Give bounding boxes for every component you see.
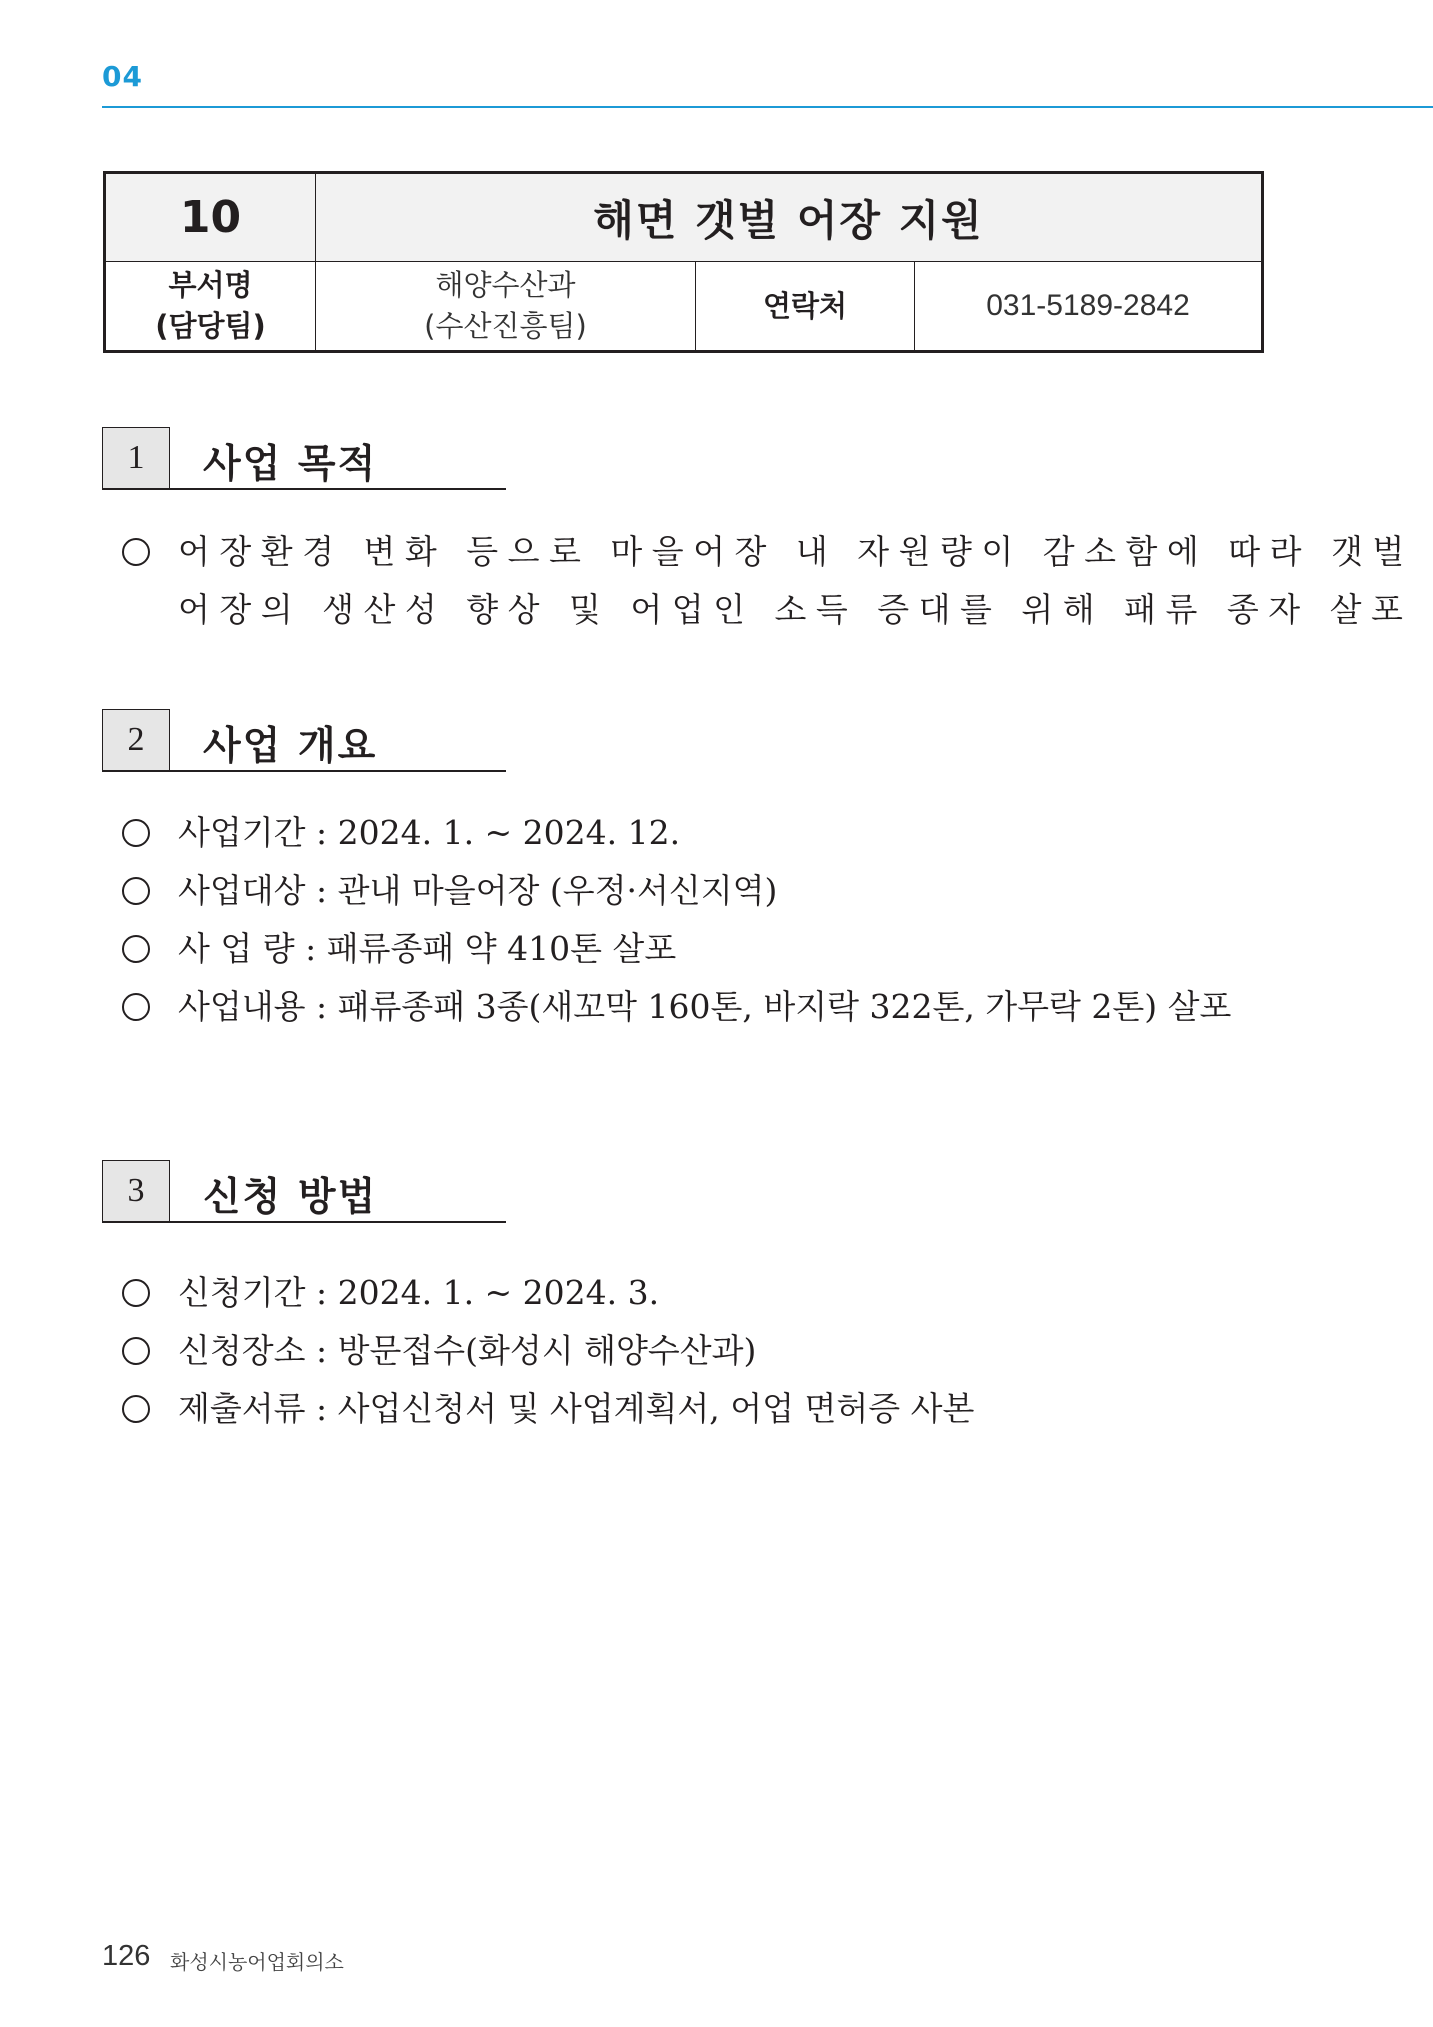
- section-heading-application: [102, 1160, 506, 1222]
- section-title: 사업 목적: [203, 442, 378, 487]
- section-title: 사업 개요: [203, 724, 378, 769]
- circle-bullet-icon: [122, 1279, 150, 1307]
- circle-bullet-icon: [122, 1395, 150, 1423]
- circle-bullet-icon: [122, 819, 150, 847]
- section-number: 2: [102, 709, 170, 771]
- dept-value-line2: (수산진흥팀): [424, 309, 587, 343]
- dept-label: [105, 262, 316, 352]
- circle-bullet-icon: [122, 877, 150, 905]
- footer-organization: 화성시농어업회의소: [170, 1950, 344, 1974]
- section-underline: [102, 770, 506, 772]
- section-number: 1: [102, 427, 170, 489]
- dept-value-line1: 해양수산과: [435, 268, 576, 302]
- program-title: 해면 갯벌 어장 지원: [316, 173, 1263, 262]
- program-contact-row: [105, 262, 1263, 352]
- contact-phone: 031-5189-2842: [915, 262, 1263, 352]
- contact-label: 연락처: [696, 262, 915, 352]
- chapter-divider: [102, 106, 1433, 108]
- circle-bullet-icon: [122, 538, 150, 566]
- chapter-number: 04: [102, 60, 143, 93]
- program-info-table: [103, 171, 1264, 353]
- circle-bullet-icon: [122, 935, 150, 963]
- section-heading-overview: [102, 709, 506, 771]
- dept-value: [316, 262, 696, 352]
- section-underline: [102, 488, 506, 490]
- dept-label-line1: 부서명: [168, 268, 253, 302]
- circle-bullet-icon: [122, 1337, 150, 1365]
- circle-bullet-icon: [122, 993, 150, 1021]
- program-title-row: [105, 173, 1263, 262]
- page-number: 126: [102, 1940, 151, 1972]
- program-number: 10: [105, 173, 316, 262]
- section-heading-purpose: [102, 427, 506, 489]
- section-title: 신청 방법: [203, 1175, 378, 1220]
- section-number: 3: [102, 1160, 170, 1222]
- dept-label-line2: (담당팀): [155, 309, 266, 343]
- section-underline: [102, 1221, 506, 1223]
